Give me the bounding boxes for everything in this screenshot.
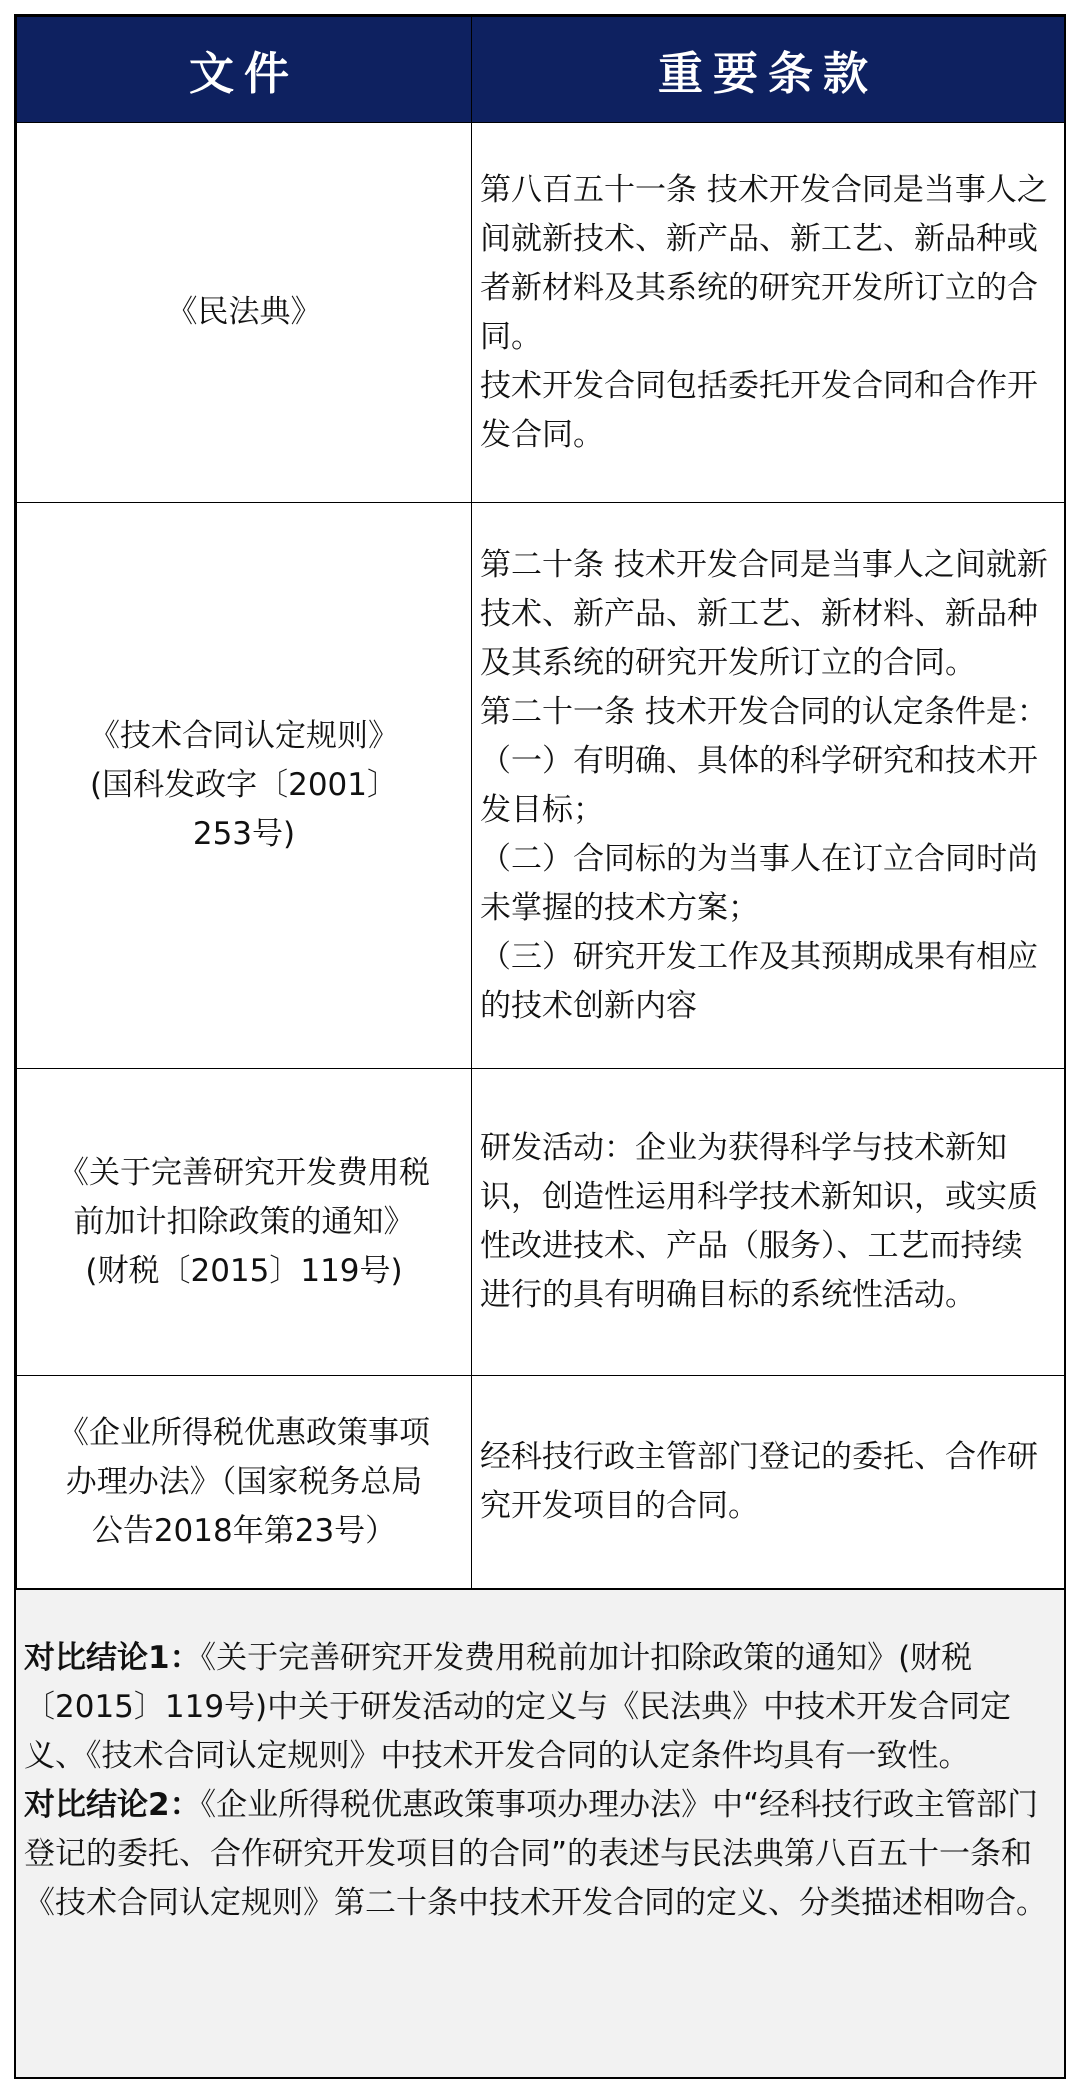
header-document: 文件 <box>17 17 472 123</box>
document-cell <box>17 1376 472 1589</box>
document-cell <box>17 123 472 503</box>
comparison-document <box>14 14 1066 2079</box>
document-line: 前加计扣除政策的通知》 <box>73 1203 415 1240</box>
conclusion-label: 对比结论1： <box>24 1640 201 1676</box>
table-header-row <box>17 17 1065 123</box>
document-line: 办理办法》（国家税务总局 <box>65 1463 423 1500</box>
document-line: 《技术合同认定规则》 <box>89 718 399 754</box>
clause-paragraph: 第二十条 技术开发合同是当事人之间就新技术、新产品、新工艺、新材料、新品种及其系统的研究开发所订立的合同。 <box>480 546 1048 681</box>
header-clause: 重要条款 <box>472 17 1065 123</box>
conclusion-text: 《关于完善研究开发费用税前加计扣除政策的通知》(财税〔2015〕119号)中关于研发活动的定义与《民法典》中技术开发合同定义、《技术合同认定规则》中技术开发合同的认定条件均具有一致性。 <box>24 1640 1012 1774</box>
document-cell <box>17 1069 472 1376</box>
document-line: (国科发政字〔2001〕 <box>90 767 398 803</box>
clause-cell <box>472 503 1065 1069</box>
clause-cell <box>472 123 1065 503</box>
clause-paragraph: 经科技行政主管部门登记的委托、合作研究开发项目的合同。 <box>480 1439 1038 1524</box>
document-line: 《民法典》 <box>166 294 322 330</box>
table-row <box>17 1376 1065 1589</box>
clause-cell <box>472 1376 1065 1589</box>
conclusion-paragraph <box>24 1781 1056 1928</box>
clause-cell <box>472 1069 1065 1376</box>
document-line: 《关于完善研究开发费用税 <box>58 1154 430 1191</box>
clause-paragraph: 第八百五十一条 技术开发合同是当事人之间就新技术、新产品、新工艺、新品种或者新材料及其系统的研究开发所订立的合同。 <box>480 171 1048 355</box>
conclusion-label: 对比结论2： <box>24 1787 201 1823</box>
clause-paragraph: （二）合同标的为当事人在订立合同时尚未掌握的技术方案； <box>480 840 1038 926</box>
clause-paragraph: 研发活动：企业为获得科学与技术新知识，创造性运用科学技术新知识，或实质性改进技术、产品（服务）、工艺而持续进行的具有明确目标的系统性活动。 <box>480 1130 1038 1313</box>
clause-table <box>16 16 1065 1589</box>
table-row <box>17 123 1065 503</box>
document-line: 《企业所得税优惠政策事项 <box>58 1414 430 1451</box>
clause-paragraph: 技术开发合同包括委托开发合同和合作开发合同。 <box>480 367 1038 453</box>
conclusion-box <box>16 1589 1064 2077</box>
clause-paragraph: （三）研究开发工作及其预期成果有相应的技术创新内容 <box>480 938 1038 1024</box>
table-row <box>17 1069 1065 1376</box>
document-line: 公告2018年第23号） <box>91 1512 397 1549</box>
document-line: 253号) <box>192 816 296 852</box>
clause-paragraph: 第二十一条 技术开发合同的认定条件是：（一）有明确、具体的科学研究和技术开发目标； <box>480 693 1048 828</box>
document-line: (财税〔2015〕119号) <box>85 1252 403 1289</box>
conclusion-text: 《企业所得税优惠政策事项办理办法》中“经科技行政主管部门登记的委托、合作研究开发项目的合同”的表述与民法典第八百五十一条和《技术合同认定规则》第二十条中技术开发合同的定义、分类描述相吻合。 <box>24 1787 1047 1921</box>
table-row <box>17 503 1065 1069</box>
document-cell <box>17 503 472 1069</box>
conclusion-paragraph <box>24 1634 1056 1781</box>
